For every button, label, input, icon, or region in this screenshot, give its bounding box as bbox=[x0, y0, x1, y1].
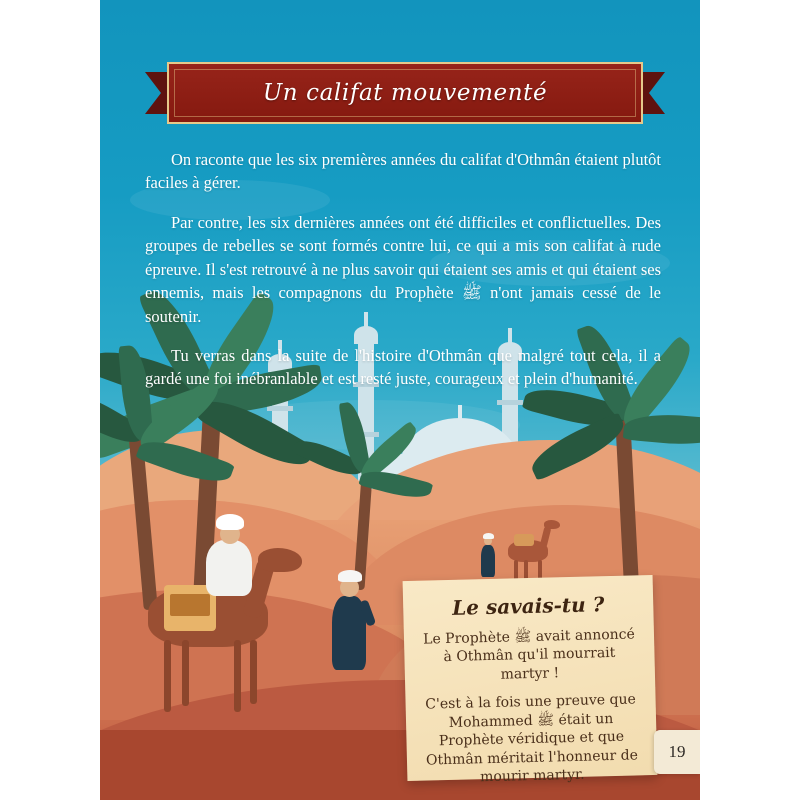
body-text bbox=[145, 148, 661, 407]
title-banner bbox=[145, 62, 665, 124]
distant-camel-load bbox=[514, 534, 534, 546]
paragraph-1: On raconte que les six premières années du califat d'Othmân étaient plutôt faciles à gérer. bbox=[145, 150, 662, 193]
page-title: Un califat mouvementé bbox=[262, 80, 548, 106]
page-number: 19 bbox=[654, 730, 700, 774]
note-paragraph-1: Le Prophète ﷺ avait annoncé à Othmân qu'il mourrait martyr ! bbox=[422, 626, 636, 683]
paragraph-3: Tu verras dans la suite de l'histoire d'Othmân que malgré tout cela, il a gardé une foi inébranlable et est resté juste, courageux et plein d'humanité. bbox=[145, 345, 661, 389]
left-margin bbox=[0, 0, 100, 800]
banner-body bbox=[167, 62, 643, 124]
note-title: Le savais-tu ? bbox=[451, 592, 605, 620]
note-paragraph-2: C'est à la fois une preuve que Mohammed ﷺ était un Prophète véridique et que Othmân méritait l'honneur de mourir martyr. bbox=[425, 691, 639, 786]
paragraph-2: Par contre, les six dernières années ont été difficiles et conflictuelles. Des groupes de rebelles se sont formés contre lui, ce qui a mis son califat à rude épreuve. Il s'est retrouvé à ne plus savoir qui étaient ses amis et qui étaient ses ennemis, mais les compagnons du Prophète ﷺ n'ont jamais cessé de le soutenir. bbox=[145, 212, 661, 326]
did-you-know-card bbox=[403, 575, 658, 786]
book-page bbox=[100, 0, 700, 800]
right-margin bbox=[700, 0, 800, 800]
saddle-pattern bbox=[170, 594, 210, 616]
